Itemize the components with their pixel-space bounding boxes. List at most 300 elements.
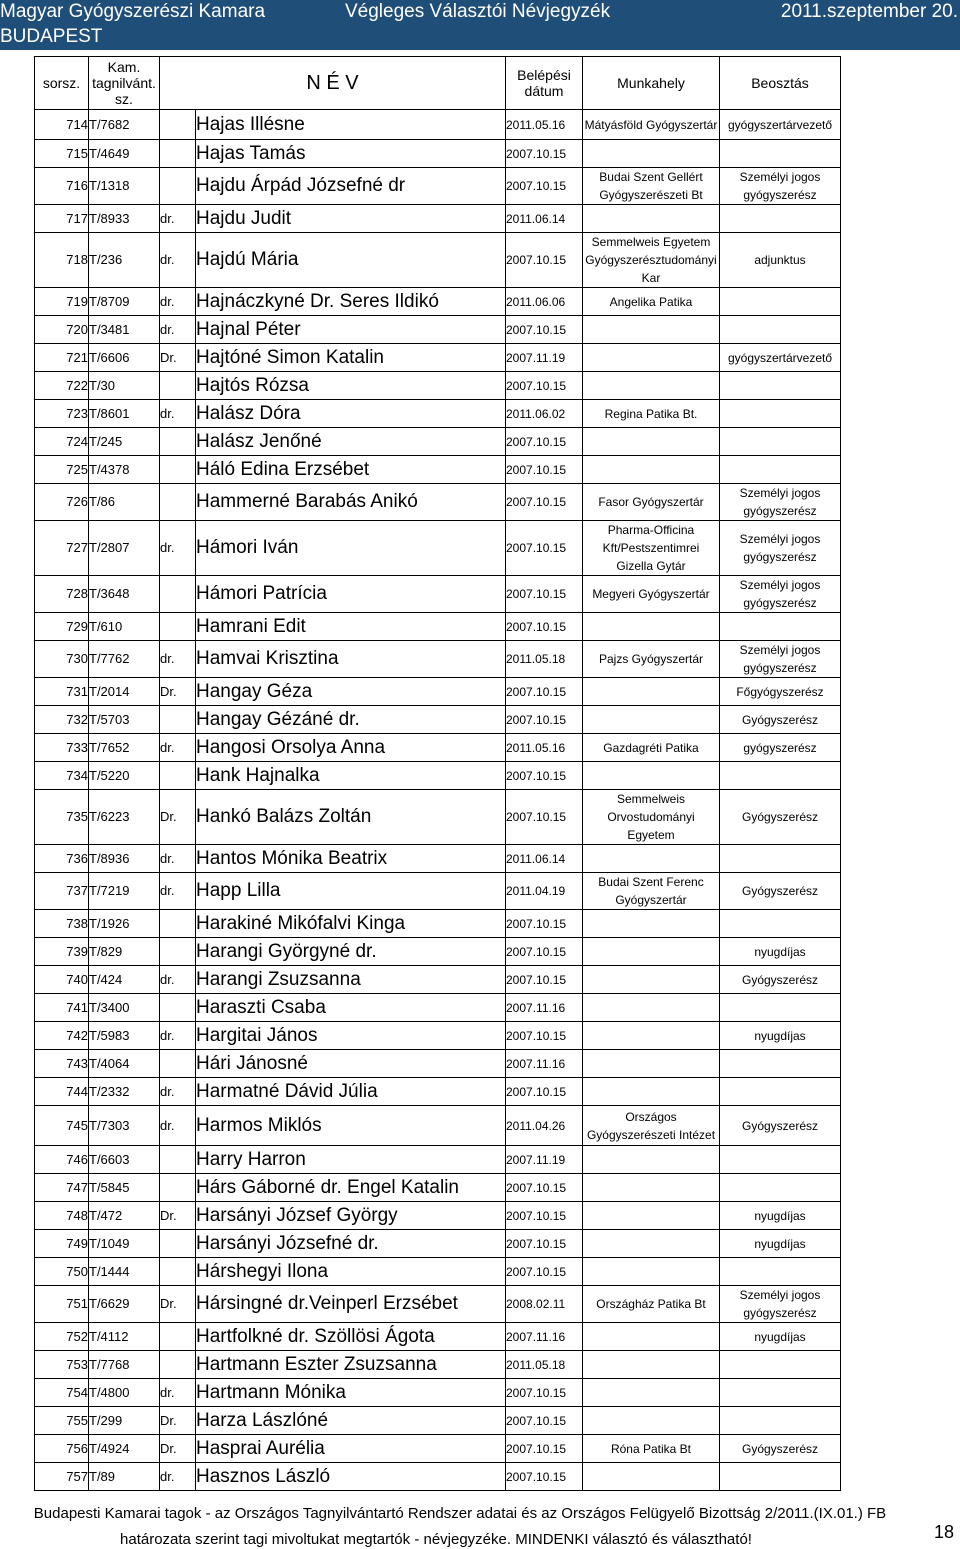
row-number: 737 [35, 873, 89, 910]
row-number: 754 [35, 1379, 89, 1407]
join-date: 2007.10.15 [506, 1435, 583, 1463]
join-date: 2007.10.15 [506, 1258, 583, 1286]
registry-number: T/6603 [89, 1146, 160, 1174]
table-row [35, 316, 841, 344]
join-date: 2007.10.15 [506, 1174, 583, 1202]
title-prefix [160, 372, 196, 400]
join-date: 2011.05.16 [506, 734, 583, 762]
table-row [35, 1078, 841, 1106]
position [720, 316, 841, 344]
position: Személyi jogos gyógyszerész [720, 521, 841, 576]
document-title: Végleges Választói Névjegyzék [345, 1, 611, 22]
table-row [35, 400, 841, 428]
registry-number: T/472 [89, 1202, 160, 1230]
workplace [583, 1379, 720, 1407]
join-date: 2007.11.19 [506, 1146, 583, 1174]
join-date: 2007.10.15 [506, 576, 583, 613]
workplace: Budai Szent Gellért Gyógyszerészeti Bt [583, 168, 720, 205]
title-prefix [160, 938, 196, 966]
table-row [35, 521, 841, 576]
join-date: 2011.05.18 [506, 1351, 583, 1379]
position: Személyi jogos gyógyszerész [720, 168, 841, 205]
title-prefix: dr. [160, 205, 196, 233]
row-number: 747 [35, 1174, 89, 1202]
workplace: Pajzs Gyógyszertár [583, 641, 720, 678]
title-prefix: dr. [160, 1379, 196, 1407]
title-prefix: dr. [160, 1463, 196, 1491]
member-name: Hank Hajnalka [196, 762, 506, 790]
table-row [35, 344, 841, 372]
position: Gyógyszerész [720, 1106, 841, 1146]
row-number: 748 [35, 1202, 89, 1230]
page-number: 18 [934, 1522, 955, 1542]
row-number: 753 [35, 1351, 89, 1379]
table-row [35, 966, 841, 994]
registry-number: T/829 [89, 938, 160, 966]
title-prefix [160, 1258, 196, 1286]
row-number: 719 [35, 288, 89, 316]
workplace [583, 938, 720, 966]
title-prefix: dr. [160, 966, 196, 994]
row-number: 752 [35, 1323, 89, 1351]
member-name: Halász Dóra [196, 400, 506, 428]
row-number: 755 [35, 1407, 89, 1435]
position [720, 140, 841, 168]
table-row [35, 845, 841, 873]
member-name: Hársingné dr.Veinperl Erzsébet [196, 1286, 506, 1323]
member-name: Hárshegyi Ilona [196, 1258, 506, 1286]
row-number: 740 [35, 966, 89, 994]
row-number: 723 [35, 400, 89, 428]
title-prefix [160, 1351, 196, 1379]
row-number: 741 [35, 994, 89, 1022]
registry-number: T/2807 [89, 521, 160, 576]
position: Gyógyszerész [720, 873, 841, 910]
workplace [583, 845, 720, 873]
workplace [583, 1078, 720, 1106]
join-date: 2011.04.19 [506, 873, 583, 910]
workplace [583, 762, 720, 790]
title-prefix: dr. [160, 734, 196, 762]
row-number: 749 [35, 1230, 89, 1258]
workplace [583, 1463, 720, 1491]
workplace: Semmelweis Egyetem Gyógyszerésztudományi Kar [583, 233, 720, 288]
workplace: Fasor Gyógyszertár [583, 484, 720, 521]
title-prefix: dr. [160, 288, 196, 316]
workplace [583, 994, 720, 1022]
member-name: Hasprai Aurélia [196, 1435, 506, 1463]
row-number: 732 [35, 706, 89, 734]
member-name: Hammerné Barabás Anikó [196, 484, 506, 521]
member-name: Hári Jánosné [196, 1050, 506, 1078]
member-name: Hangay Gézáné dr. [196, 706, 506, 734]
table-row [35, 762, 841, 790]
join-date: 2007.10.15 [506, 1407, 583, 1435]
table-row [35, 938, 841, 966]
row-number: 724 [35, 428, 89, 456]
join-date: 2007.11.16 [506, 994, 583, 1022]
row-number: 720 [35, 316, 89, 344]
title-prefix: dr. [160, 521, 196, 576]
registry-number: T/5983 [89, 1022, 160, 1050]
registry-number: T/7762 [89, 641, 160, 678]
workplace [583, 1050, 720, 1078]
title-prefix: Dr. [160, 678, 196, 706]
join-date: 2007.11.19 [506, 344, 583, 372]
position [720, 1146, 841, 1174]
registry-number: T/1318 [89, 168, 160, 205]
position [720, 1258, 841, 1286]
member-name: Hargitai János [196, 1022, 506, 1050]
table-row [35, 140, 841, 168]
registry-number: T/299 [89, 1407, 160, 1435]
title-prefix: Dr. [160, 1407, 196, 1435]
position: Gyógyszerész [720, 1435, 841, 1463]
row-number: 717 [35, 205, 89, 233]
join-date: 2007.10.15 [506, 1078, 583, 1106]
registry-number: T/7652 [89, 734, 160, 762]
workplace [583, 1202, 720, 1230]
workplace [583, 1323, 720, 1351]
position: Személyi jogos gyógyszerész [720, 1286, 841, 1323]
table-row [35, 1323, 841, 1351]
registry-number: T/1049 [89, 1230, 160, 1258]
col-header-kam: Kam. tagnilvánt. sz. [89, 57, 160, 110]
position: nyugdíjas [720, 1022, 841, 1050]
title-prefix: dr. [160, 1106, 196, 1146]
title-prefix [160, 110, 196, 140]
table-row [35, 1174, 841, 1202]
workplace [583, 428, 720, 456]
title-prefix [160, 168, 196, 205]
workplace: Gazdagréti Patika [583, 734, 720, 762]
footer-line-1: Budapesti Kamarai tagok - az Országos Tagnyilvántartó Rendszer adatai és az Országos Felügyelő Bizottság 2/2011.(IX.01.) FB [33, 1505, 887, 1522]
table-row [35, 456, 841, 484]
position [720, 1050, 841, 1078]
member-name: Hangosi Orsolya Anna [196, 734, 506, 762]
title-prefix [160, 613, 196, 641]
table-row [35, 428, 841, 456]
table-row [35, 110, 841, 140]
workplace [583, 613, 720, 641]
join-date: 2007.10.15 [506, 1379, 583, 1407]
row-number: 733 [35, 734, 89, 762]
registry-number: T/1444 [89, 1258, 160, 1286]
join-date: 2007.10.15 [506, 1463, 583, 1491]
member-name: Harmos Miklós [196, 1106, 506, 1146]
registry-number: T/610 [89, 613, 160, 641]
workplace [583, 372, 720, 400]
position [720, 372, 841, 400]
workplace [583, 1022, 720, 1050]
title-prefix: Dr. [160, 344, 196, 372]
registry-number: T/7768 [89, 1351, 160, 1379]
position [720, 910, 841, 938]
registry-number: T/5220 [89, 762, 160, 790]
table-row [35, 613, 841, 641]
member-name: Hantos Mónika Beatrix [196, 845, 506, 873]
table-row [35, 1286, 841, 1323]
position [720, 428, 841, 456]
registry-number: T/89 [89, 1463, 160, 1491]
registry-number: T/6223 [89, 790, 160, 845]
position [720, 400, 841, 428]
workplace: Budai Szent Ferenc Gyógyszertár [583, 873, 720, 910]
member-name: Harangi Györgyné dr. [196, 938, 506, 966]
member-name: Hajdu Judit [196, 205, 506, 233]
table-row [35, 1230, 841, 1258]
table-row [35, 484, 841, 521]
registry-number: T/3648 [89, 576, 160, 613]
title-prefix [160, 140, 196, 168]
registry-number: T/6606 [89, 344, 160, 372]
join-date: 2011.05.16 [506, 110, 583, 140]
title-prefix [160, 1050, 196, 1078]
row-number: 718 [35, 233, 89, 288]
row-number: 727 [35, 521, 89, 576]
join-date: 2007.10.15 [506, 428, 583, 456]
workplace [583, 1146, 720, 1174]
position [720, 288, 841, 316]
registry-number: T/4112 [89, 1323, 160, 1351]
register-table [34, 56, 841, 1491]
title-prefix: Dr. [160, 1202, 196, 1230]
member-name: Harry Harron [196, 1146, 506, 1174]
workplace [583, 344, 720, 372]
table-row [35, 1106, 841, 1146]
table-row [35, 678, 841, 706]
position: Főgyógyszerész [720, 678, 841, 706]
table-row [35, 288, 841, 316]
registry-number: T/30 [89, 372, 160, 400]
member-name: Happ Lilla [196, 873, 506, 910]
member-name: Hasznos László [196, 1463, 506, 1491]
registry-number: T/86 [89, 484, 160, 521]
table-row [35, 372, 841, 400]
table-row [35, 1463, 841, 1491]
workplace [583, 1174, 720, 1202]
position: gyógyszerész [720, 734, 841, 762]
workplace: Mátyásföld Gyógyszertár [583, 110, 720, 140]
table-header-row [35, 57, 841, 110]
title-prefix: dr. [160, 845, 196, 873]
workplace [583, 1351, 720, 1379]
table-row [35, 576, 841, 613]
title-prefix: dr. [160, 873, 196, 910]
member-name: Hajtós Rózsa [196, 372, 506, 400]
title-prefix: dr. [160, 316, 196, 344]
member-name: Hajnal Péter [196, 316, 506, 344]
table-row [35, 1146, 841, 1174]
title-prefix [160, 576, 196, 613]
workplace [583, 1258, 720, 1286]
row-number: 725 [35, 456, 89, 484]
registry-number: T/8933 [89, 205, 160, 233]
join-date: 2011.05.18 [506, 641, 583, 678]
workplace [583, 910, 720, 938]
registry-number: T/8709 [89, 288, 160, 316]
position: gyógyszertárvezető [720, 344, 841, 372]
workplace [583, 706, 720, 734]
member-name: Hajdú Mária [196, 233, 506, 288]
table-row [35, 790, 841, 845]
join-date: 2007.10.15 [506, 1022, 583, 1050]
row-number: 728 [35, 576, 89, 613]
member-name: Háló Edina Erzsébet [196, 456, 506, 484]
workplace: Pharma-Officina Kft/Pestszentimrei Gizella Gytár [583, 521, 720, 576]
row-number: 734 [35, 762, 89, 790]
position: Gyógyszerész [720, 966, 841, 994]
member-name: Hámori Iván [196, 521, 506, 576]
position [720, 1078, 841, 1106]
workplace: Semmelweis Orvostudományi Egyetem [583, 790, 720, 845]
table-row [35, 1435, 841, 1463]
row-number: 716 [35, 168, 89, 205]
position [720, 1174, 841, 1202]
title-prefix [160, 456, 196, 484]
join-date: 2007.10.15 [506, 168, 583, 205]
join-date: 2007.10.15 [506, 910, 583, 938]
position [720, 456, 841, 484]
title-prefix [160, 1174, 196, 1202]
table-row [35, 1379, 841, 1407]
join-date: 2007.10.15 [506, 938, 583, 966]
workplace: Országház Patika Bt [583, 1286, 720, 1323]
title-prefix [160, 1230, 196, 1258]
title-prefix [160, 762, 196, 790]
row-number: 756 [35, 1435, 89, 1463]
row-number: 721 [35, 344, 89, 372]
position: gyógyszertárvezető [720, 110, 841, 140]
member-name: Harsányi Józsefné dr. [196, 1230, 506, 1258]
row-number: 745 [35, 1106, 89, 1146]
member-name: Hartmann Eszter Zsuzsanna [196, 1351, 506, 1379]
join-date: 2007.10.15 [506, 790, 583, 845]
registry-number: T/4378 [89, 456, 160, 484]
registry-number: T/6629 [89, 1286, 160, 1323]
row-number: 744 [35, 1078, 89, 1106]
registry-number: T/5703 [89, 706, 160, 734]
member-name: Hajtóné Simon Katalin [196, 344, 506, 372]
table-row [35, 1351, 841, 1379]
member-name: Hangay Géza [196, 678, 506, 706]
table-row [35, 910, 841, 938]
table-row [35, 706, 841, 734]
position: Gyógyszerész [720, 790, 841, 845]
join-date: 2007.10.15 [506, 1230, 583, 1258]
join-date: 2007.10.15 [506, 233, 583, 288]
title-prefix: Dr. [160, 1286, 196, 1323]
join-date: 2011.06.14 [506, 205, 583, 233]
workplace [583, 966, 720, 994]
title-prefix [160, 706, 196, 734]
registry-number: T/8936 [89, 845, 160, 873]
registry-number: T/2332 [89, 1078, 160, 1106]
table-row [35, 734, 841, 762]
position [720, 762, 841, 790]
workplace: Angelika Patika [583, 288, 720, 316]
row-number: 743 [35, 1050, 89, 1078]
position: Személyi jogos gyógyszerész [720, 576, 841, 613]
workplace [583, 1407, 720, 1435]
member-name: Hankó Balázs Zoltán [196, 790, 506, 845]
org-city: BUDAPEST [0, 26, 103, 47]
title-prefix: dr. [160, 233, 196, 288]
join-date: 2007.10.15 [506, 613, 583, 641]
member-name: Hamrani Edit [196, 613, 506, 641]
join-date: 2007.11.16 [506, 1323, 583, 1351]
workplace: Országos Gyógyszerészeti Intézet [583, 1106, 720, 1146]
position: Gyógyszerész [720, 706, 841, 734]
workplace: Megyeri Gyógyszertár [583, 576, 720, 613]
registry-number: T/424 [89, 966, 160, 994]
position [720, 1379, 841, 1407]
registry-number: T/2014 [89, 678, 160, 706]
position: nyugdíjas [720, 1202, 841, 1230]
title-prefix [160, 428, 196, 456]
workplace [583, 205, 720, 233]
position [720, 1407, 841, 1435]
position: nyugdíjas [720, 1230, 841, 1258]
row-number: 746 [35, 1146, 89, 1174]
registry-number: T/245 [89, 428, 160, 456]
workplace [583, 140, 720, 168]
join-date: 2007.10.15 [506, 456, 583, 484]
member-name: Harmatné Dávid Júlia [196, 1078, 506, 1106]
position [720, 994, 841, 1022]
member-name: Hamvai Krisztina [196, 641, 506, 678]
join-date: 2007.10.15 [506, 678, 583, 706]
workplace: Róna Patika Bt [583, 1435, 720, 1463]
position: nyugdíjas [720, 938, 841, 966]
join-date: 2007.11.16 [506, 1050, 583, 1078]
title-prefix: dr. [160, 641, 196, 678]
registry-number: T/4064 [89, 1050, 160, 1078]
table-row [35, 205, 841, 233]
title-prefix [160, 994, 196, 1022]
member-name: Hárs Gáborné dr. Engel Katalin [196, 1174, 506, 1202]
registry-number: T/7219 [89, 873, 160, 910]
title-prefix [160, 910, 196, 938]
row-number: 750 [35, 1258, 89, 1286]
member-name: Halász Jenőné [196, 428, 506, 456]
registry-number: T/3400 [89, 994, 160, 1022]
table-row [35, 994, 841, 1022]
workplace [583, 316, 720, 344]
row-number: 726 [35, 484, 89, 521]
table-row [35, 233, 841, 288]
member-name: Hartfolkné dr. Szöllösi Ágota [196, 1323, 506, 1351]
row-number: 735 [35, 790, 89, 845]
registry-number: T/3481 [89, 316, 160, 344]
registry-number: T/236 [89, 233, 160, 288]
position [720, 205, 841, 233]
workplace [583, 678, 720, 706]
member-name: Hajas Illésne [196, 110, 506, 140]
title-prefix [160, 1323, 196, 1351]
table-row [35, 1258, 841, 1286]
title-prefix [160, 1146, 196, 1174]
title-prefix: dr. [160, 400, 196, 428]
row-number: 742 [35, 1022, 89, 1050]
title-prefix: dr. [160, 1022, 196, 1050]
registry-number: T/4800 [89, 1379, 160, 1407]
row-number: 731 [35, 678, 89, 706]
row-number: 715 [35, 140, 89, 168]
registry-number: T/5845 [89, 1174, 160, 1202]
row-number: 722 [35, 372, 89, 400]
table-row [35, 1202, 841, 1230]
